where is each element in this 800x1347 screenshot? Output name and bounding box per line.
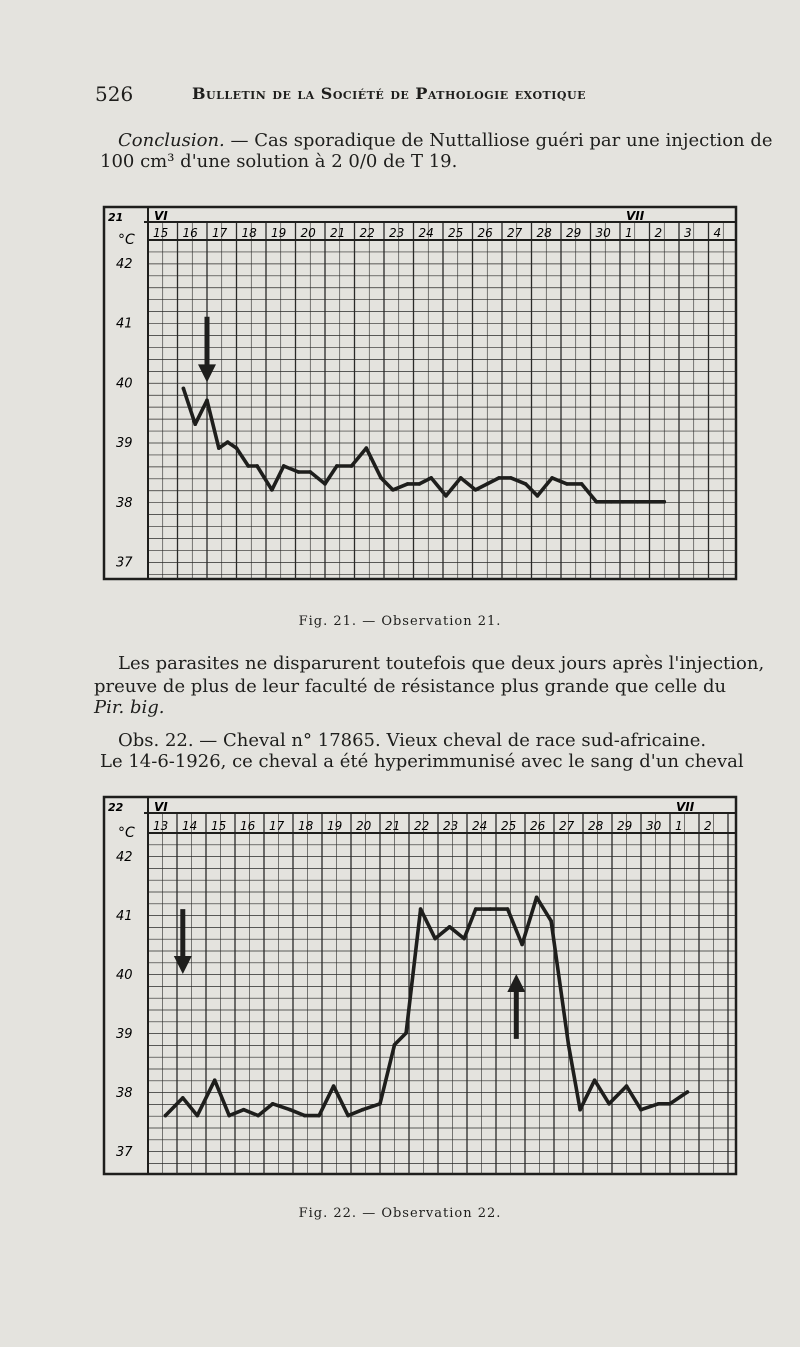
injection-arrow-head xyxy=(507,974,525,992)
temperature-curve xyxy=(183,388,664,501)
para2-line3: Pir. big. xyxy=(94,697,165,718)
data-point xyxy=(361,1108,365,1112)
day-label: 25 xyxy=(501,819,517,833)
day-label: 20 xyxy=(356,819,372,833)
day-label: 28 xyxy=(588,819,604,833)
day-label: 1 xyxy=(625,226,633,240)
data-point xyxy=(485,482,489,486)
data-point xyxy=(433,937,437,941)
data-point xyxy=(282,464,286,468)
data-point xyxy=(636,500,640,504)
data-point xyxy=(270,488,274,492)
conclusion-label: Conclusion. xyxy=(118,130,225,151)
data-point xyxy=(593,1078,597,1082)
data-point xyxy=(520,943,524,947)
data-point xyxy=(567,1043,571,1047)
day-label: 17 xyxy=(269,819,285,833)
day-label: 22 xyxy=(414,819,430,833)
data-point xyxy=(565,482,569,486)
data-point xyxy=(323,482,327,486)
day-label: 24 xyxy=(418,226,434,240)
y-tick-label: 37 xyxy=(116,1145,133,1160)
data-point xyxy=(242,1108,246,1112)
data-point xyxy=(164,1114,168,1118)
running-head: Bulletin de la Société de Pathologie exotique xyxy=(192,84,586,103)
day-label: 15 xyxy=(153,226,169,240)
day-label: 4 xyxy=(713,226,722,240)
data-point xyxy=(335,464,339,468)
data-point xyxy=(379,476,383,480)
month-label: VI xyxy=(154,800,168,814)
data-point xyxy=(418,482,422,486)
day-label: 26 xyxy=(477,226,493,240)
data-point xyxy=(235,446,239,450)
data-point xyxy=(181,1096,185,1100)
day-label: 30 xyxy=(595,226,611,240)
obs-line1: Obs. 22. — Cheval n° 17865. Vieux cheval de race sud-africaine. xyxy=(118,730,707,751)
day-label: 13 xyxy=(153,819,169,833)
data-point xyxy=(639,1108,643,1112)
y-tick-label: 39 xyxy=(116,436,133,452)
y-tick-label: 42 xyxy=(116,850,133,865)
data-point xyxy=(256,1114,260,1118)
data-point xyxy=(625,1084,629,1088)
data-point xyxy=(332,1084,336,1088)
data-point xyxy=(506,907,510,911)
day-label: 23 xyxy=(443,819,459,833)
data-point xyxy=(271,1102,275,1106)
month-label: VI xyxy=(154,209,168,223)
data-point xyxy=(365,446,369,450)
data-point xyxy=(621,500,625,504)
y-tick-label: 42 xyxy=(116,257,133,272)
day-label: 28 xyxy=(536,226,552,240)
data-point xyxy=(247,464,251,468)
data-point xyxy=(607,1102,611,1106)
y-tick-label: 38 xyxy=(116,1086,133,1101)
day-label: 14 xyxy=(182,819,198,833)
data-point xyxy=(662,500,666,504)
data-point xyxy=(648,500,652,504)
chart-grid xyxy=(148,222,736,579)
data-point xyxy=(205,399,209,403)
conclusion-text-1: — Cas sporadique de Nuttalliose guéri par une injection de xyxy=(224,130,773,151)
figure-22-caption: Fig. 22. — Observation 22. xyxy=(298,1206,502,1221)
data-point xyxy=(226,440,230,444)
data-point xyxy=(429,476,433,480)
data-point xyxy=(227,1114,231,1118)
data-point xyxy=(578,1108,582,1112)
data-point xyxy=(346,1114,350,1118)
day-label: 21 xyxy=(385,819,401,833)
day-label: 3 xyxy=(684,226,692,240)
month-label: VII xyxy=(676,800,695,814)
day-label: 23 xyxy=(389,226,405,240)
temperature-chart-21 xyxy=(100,203,740,583)
month-label: VII xyxy=(626,209,645,223)
temperature-curve xyxy=(165,897,687,1115)
data-point xyxy=(686,1090,690,1094)
data-point xyxy=(459,476,463,480)
day-label: 2 xyxy=(704,819,712,833)
data-point xyxy=(406,482,410,486)
data-point xyxy=(378,1102,382,1106)
data-point xyxy=(488,907,492,911)
day-label: 19 xyxy=(271,226,287,240)
injection-arrow-head xyxy=(198,364,216,382)
data-point xyxy=(595,500,599,504)
day-label: 29 xyxy=(566,226,582,240)
chart-number: 22 xyxy=(108,801,124,814)
y-tick-label: 37 xyxy=(116,555,133,571)
data-point xyxy=(255,464,259,468)
day-label: 16 xyxy=(182,226,198,240)
data-point xyxy=(350,464,354,468)
para2-line1: Les parasites ne disparurent toutefois que deux jours après l'injection, xyxy=(118,653,765,674)
day-label: 20 xyxy=(300,226,316,240)
data-point xyxy=(419,907,423,911)
day-label: 26 xyxy=(530,819,546,833)
data-point xyxy=(550,476,554,480)
day-label: 22 xyxy=(359,226,375,240)
data-point xyxy=(308,470,312,474)
conclusion-text-2: 100 cm³ d'une solution à 2 0/0 de T 19. xyxy=(100,151,458,172)
day-label: 16 xyxy=(240,819,256,833)
data-point xyxy=(509,476,513,480)
data-point xyxy=(182,387,186,391)
day-label: 18 xyxy=(298,819,314,833)
data-point xyxy=(217,446,221,450)
obs-line2: Le 14-6-1926, ce cheval a été hyperimmunisé avec le sang d'un cheval xyxy=(100,751,744,772)
unit-label: °C xyxy=(118,825,135,841)
data-point xyxy=(657,1102,661,1106)
day-label: 27 xyxy=(559,819,575,833)
day-label: 29 xyxy=(617,819,633,833)
data-point xyxy=(391,488,395,492)
data-point xyxy=(444,494,448,498)
data-point xyxy=(474,907,478,911)
y-tick-label: 38 xyxy=(116,495,133,511)
data-point xyxy=(497,476,501,480)
day-label: 25 xyxy=(448,226,464,240)
data-point xyxy=(474,488,478,492)
data-point xyxy=(448,925,452,929)
day-label: 24 xyxy=(472,819,488,833)
data-point xyxy=(196,1114,200,1118)
data-point xyxy=(193,422,197,426)
day-label: 27 xyxy=(507,226,523,240)
unit-label: °C xyxy=(118,232,135,248)
y-tick-label: 41 xyxy=(116,316,133,332)
data-point xyxy=(535,896,539,900)
day-label: 2 xyxy=(654,226,663,240)
day-label: 1 xyxy=(675,819,683,833)
para2-line2: preuve de plus de leur faculté de résistance plus grande que celle du xyxy=(94,676,727,697)
data-point xyxy=(462,937,466,941)
data-point xyxy=(549,919,553,923)
data-point xyxy=(404,1031,408,1035)
data-point xyxy=(609,500,613,504)
data-point xyxy=(536,494,540,498)
y-tick-label: 39 xyxy=(116,1027,133,1042)
y-tick-label: 41 xyxy=(116,909,133,924)
data-point xyxy=(580,482,584,486)
data-point xyxy=(317,1114,321,1118)
data-point xyxy=(524,482,528,486)
data-point xyxy=(297,470,301,474)
y-tick-label: 40 xyxy=(116,376,133,392)
day-label: 18 xyxy=(241,226,257,240)
day-label: 17 xyxy=(212,226,228,240)
day-label: 21 xyxy=(330,226,346,240)
temperature-chart-22 xyxy=(100,793,740,1178)
data-point xyxy=(303,1114,307,1118)
day-label: 15 xyxy=(211,819,227,833)
page-number: 526 xyxy=(95,82,134,106)
data-point xyxy=(288,1108,292,1112)
conclusion-paragraph xyxy=(118,130,773,152)
data-point xyxy=(393,1043,397,1047)
data-point xyxy=(668,1102,672,1106)
day-label: 30 xyxy=(646,819,662,833)
data-point xyxy=(213,1078,217,1082)
chart-grid xyxy=(148,813,736,1174)
figure-21-caption: Fig. 21. — Observation 21. xyxy=(298,614,502,629)
chart-number: 21 xyxy=(108,211,124,224)
day-label: 19 xyxy=(327,819,343,833)
chart-frame xyxy=(104,207,736,579)
y-tick-label: 40 xyxy=(116,968,133,983)
